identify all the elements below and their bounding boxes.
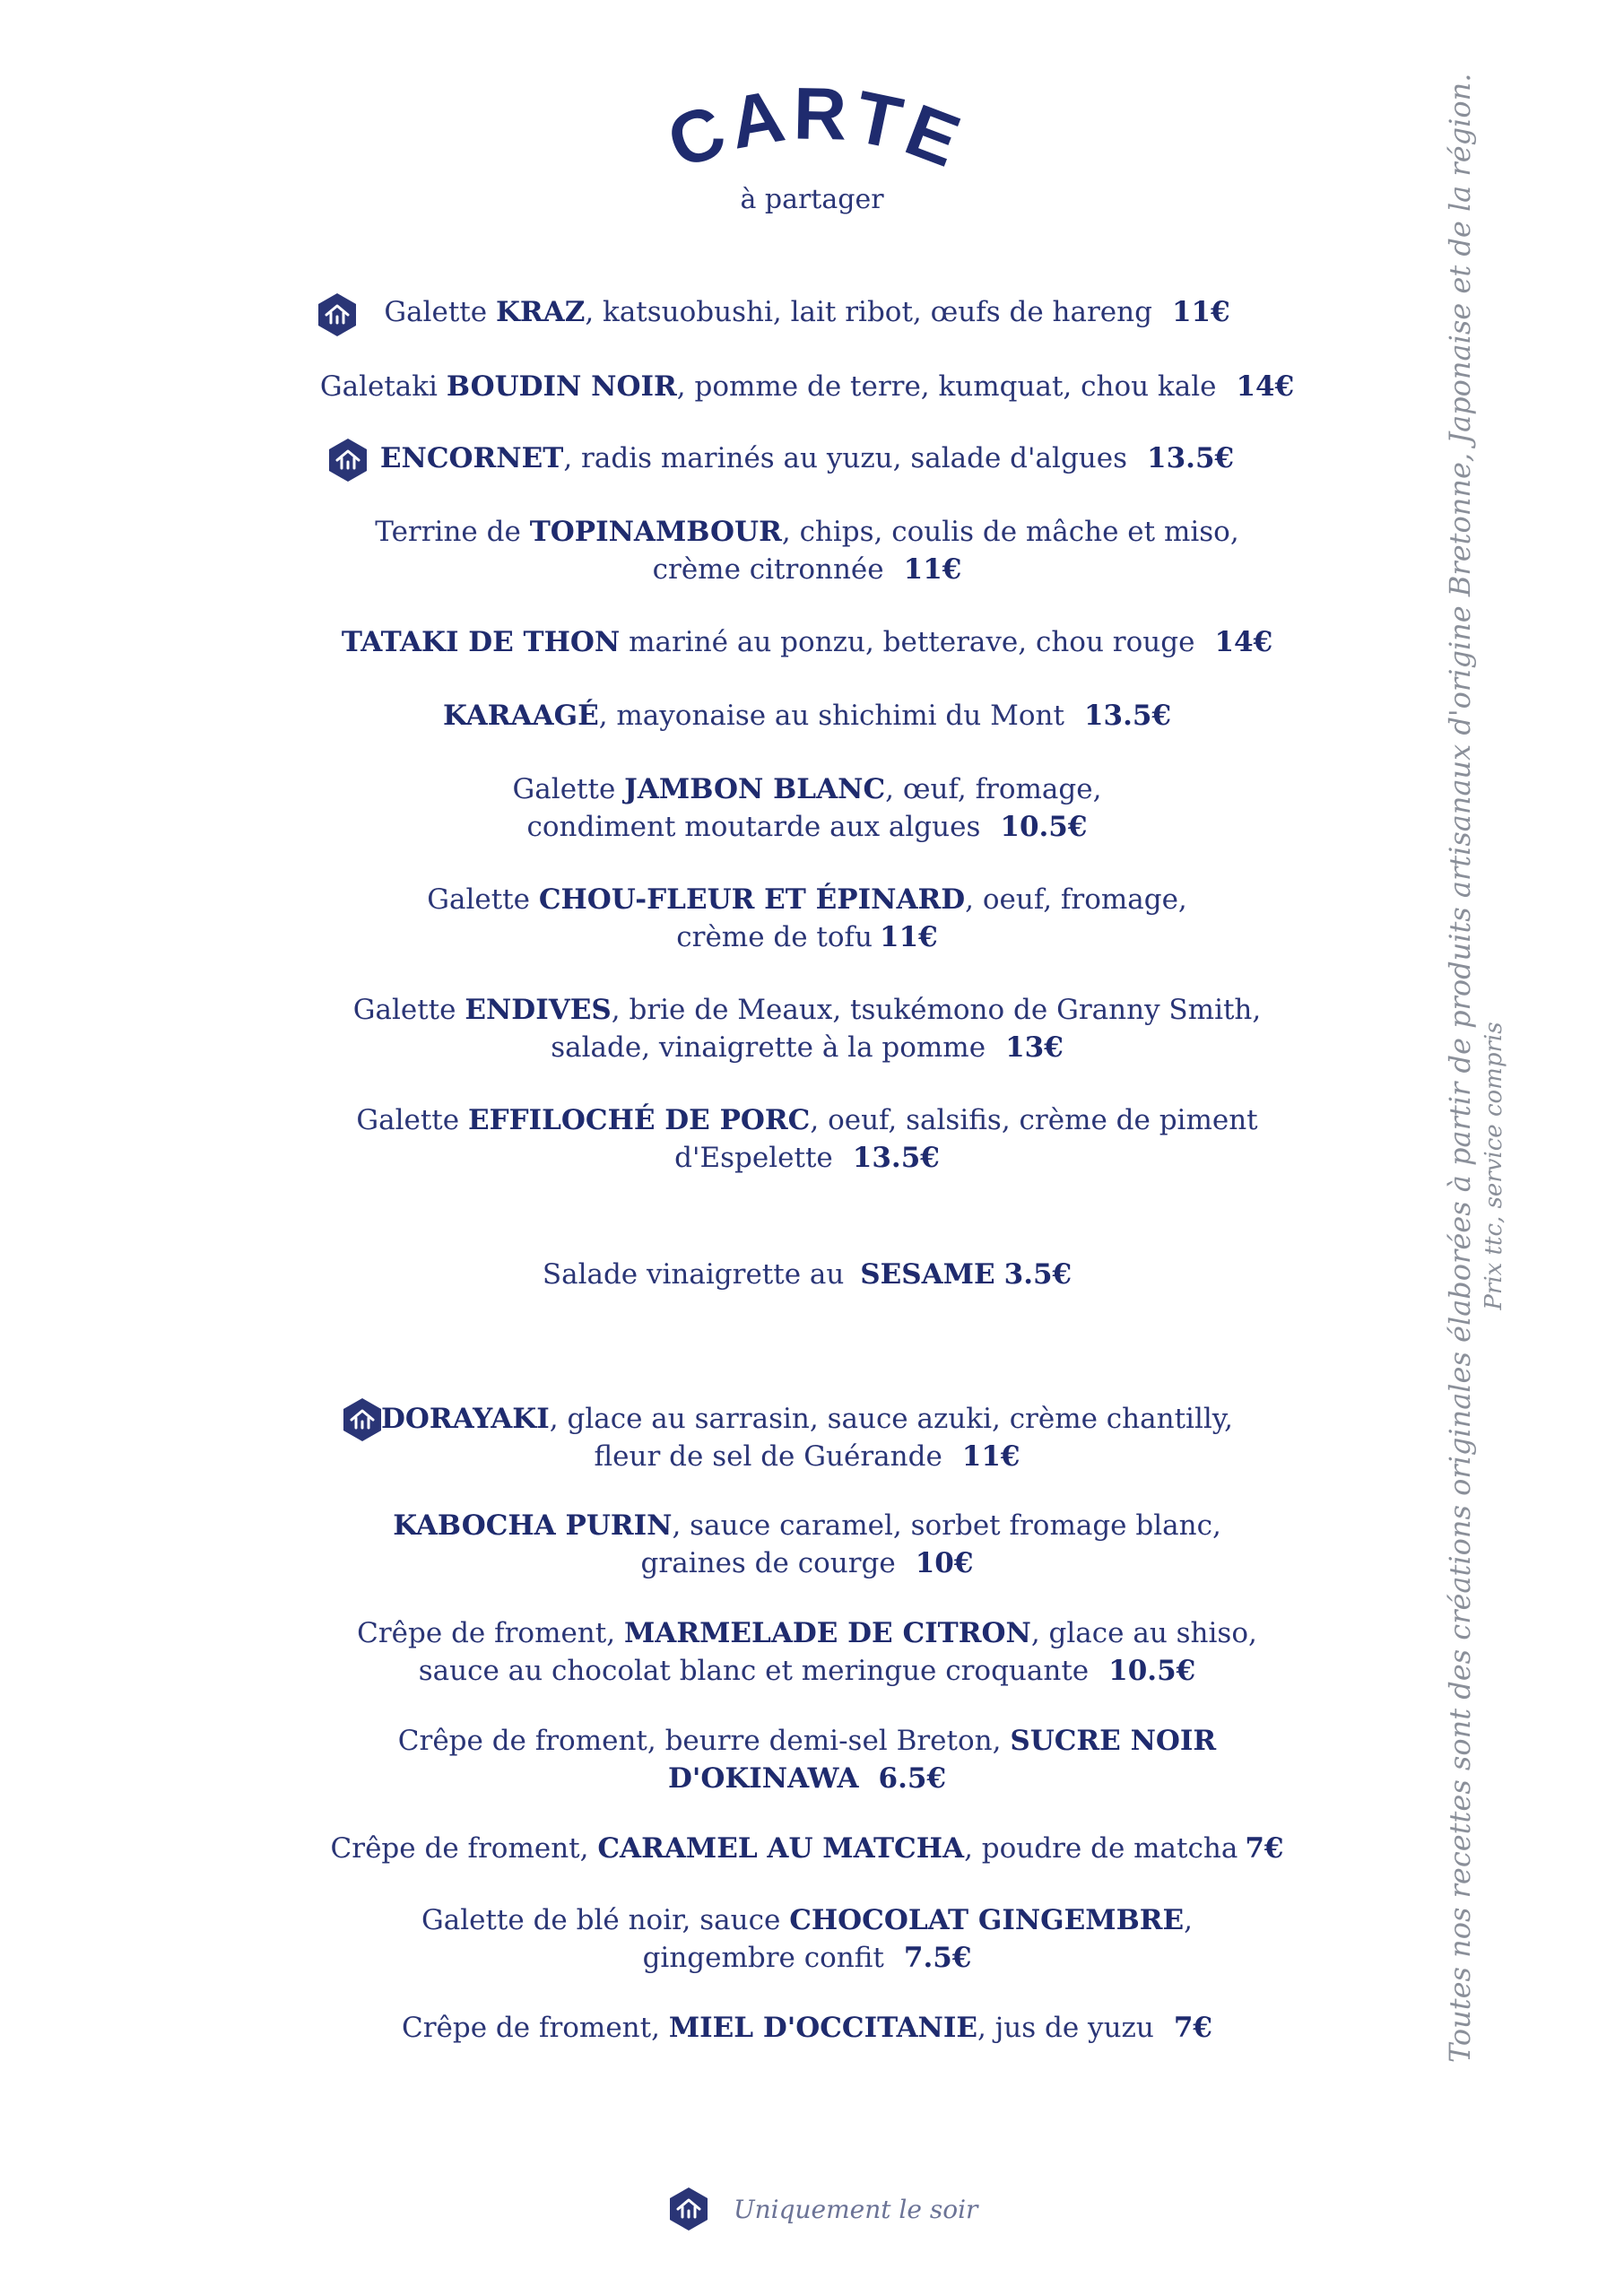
item-name: DORAYAKI — [380, 1403, 550, 1435]
item-description: , brie de Meaux, tsukémono de Granny Smith, — [611, 994, 1262, 1026]
dessert-item — [269, 1722, 1345, 1797]
item-description-line2: sauce au chocolat blanc et meringue croquante — [418, 1655, 1090, 1687]
svg-text:CARTE — [657, 73, 975, 185]
item-prefix: Galetaki — [319, 370, 447, 403]
item-description-line2: graines de courge — [640, 1547, 896, 1579]
item-description: , glace au shiso, — [1030, 1617, 1257, 1649]
title-text: CARTE — [657, 73, 976, 185]
menu-item — [269, 293, 1345, 331]
item-price: 7€ — [1245, 1832, 1284, 1865]
item-prefix: Galette — [352, 994, 465, 1026]
item-description-line2: salade, vinaigrette à la pomme — [551, 1031, 986, 1064]
item-name: KABOCHA PURIN — [393, 1509, 673, 1542]
menu-item — [269, 697, 1345, 735]
item-price: 13.5€ — [852, 1142, 940, 1174]
menu-item — [269, 770, 1345, 846]
item-price: 6.5€ — [878, 1762, 947, 1795]
item-price: 10€ — [915, 1547, 974, 1579]
dessert-item — [269, 1614, 1345, 1690]
item-description-line2: gingembre confit — [642, 1942, 884, 1974]
house-badge-icon — [325, 437, 371, 483]
legend-text: Uniquement le soir — [734, 2194, 978, 2224]
house-badge-icon — [314, 291, 360, 338]
item-price: 14€ — [1214, 626, 1273, 658]
item-description-line2: crème de tofu — [676, 921, 873, 953]
item-prefix: Crêpe de froment, beurre demi-sel Breton, — [397, 1725, 1011, 1757]
item-name: EFFILOCHÉ DE PORC — [467, 1104, 811, 1136]
item-description: , mayonaise au shichimi du Mont — [598, 700, 1064, 732]
item-name: CARAMEL AU MATCHA — [597, 1832, 965, 1865]
item-price: 10.5€ — [1000, 811, 1088, 843]
item-name: MARMELADE DE CITRON — [623, 1617, 1031, 1649]
item-name: JAMBON BLANC — [624, 773, 886, 805]
dessert-item — [269, 1830, 1345, 1867]
item-price: 11€ — [961, 1440, 1020, 1473]
item-description: , oeuf, salsifis, crème de piment — [810, 1104, 1258, 1136]
item-name: ENDIVES — [465, 994, 612, 1026]
item-price: 13.5€ — [1083, 700, 1172, 732]
dessert-item — [269, 1400, 1345, 1475]
item-prefix: Crêpe de froment, — [402, 2012, 669, 2044]
item-description: , — [1184, 1904, 1194, 1936]
house-badge-icon — [665, 2186, 712, 2232]
house-badge-icon — [339, 1396, 386, 1443]
subtitle: à partager — [740, 184, 884, 215]
item-price: 7.5€ — [903, 1942, 972, 1974]
menu-item — [269, 368, 1345, 405]
menu-item — [269, 1101, 1345, 1177]
item-name: TATAKI DE THON — [341, 626, 621, 658]
item-description: , glace au sarrasin, sauce azuki, crème chantilly, — [549, 1403, 1234, 1435]
item-description-line2: fleur de sel de Guérande — [594, 1440, 942, 1473]
item-prefix: Salade vinaigrette au — [542, 1258, 854, 1291]
item-price: 11€ — [1171, 296, 1230, 328]
item-description: mariné au ponzu, betterave, chou rouge — [620, 626, 1195, 658]
item-name: MIEL D'OCCITANIE — [668, 2012, 977, 2044]
item-name: SUCRE NOIR — [1010, 1725, 1217, 1757]
item-description: , jus de yuzu — [977, 2012, 1154, 2044]
legend — [665, 2186, 977, 2232]
side-note-sub: Prix ttc, service compris — [1481, 1022, 1507, 1310]
item-price: 13.5€ — [1147, 442, 1235, 474]
item-description-line2: condiment moutarde aux algues — [526, 811, 981, 843]
item-prefix: Terrine de — [375, 516, 530, 548]
item-description: , poudre de matcha — [964, 1832, 1238, 1865]
item-price: 14€ — [1236, 370, 1295, 403]
item-description: , pomme de terre, kumquat, chou kale — [676, 370, 1217, 403]
item-prefix: Crêpe de froment, — [357, 1617, 624, 1649]
item-name: CHOU-FLEUR ET ÉPINARD — [538, 883, 966, 916]
item-name: BOUDIN NOIR — [446, 370, 677, 403]
menu-item — [269, 991, 1345, 1066]
item-description: , chips, coulis de mâche et miso, — [781, 516, 1239, 548]
item-description: , katsuobushi, lait ribot, œufs de hareng — [585, 296, 1152, 328]
item-description: , oeuf, fromage, — [965, 883, 1187, 916]
dessert-item — [269, 2009, 1345, 2047]
item-price: 3.5€ — [1003, 1258, 1073, 1291]
item-price: 10.5€ — [1108, 1655, 1196, 1687]
item-name: KARAAGÉ — [442, 700, 599, 732]
item-name-line2: D'OKINAWA — [667, 1762, 859, 1795]
side-note-main: Toutes nos recettes sont des créations originales élaborées à partir de produits artisanaux d'origine Bretonne, Japonaise et de la région. — [1443, 73, 1477, 2063]
menu-item — [269, 881, 1345, 956]
menu-item — [269, 623, 1345, 661]
item-price: 11€ — [880, 921, 938, 953]
item-price: 7€ — [1173, 2012, 1212, 2044]
dessert-item — [269, 1901, 1345, 1977]
item-name: ENCORNET — [379, 442, 564, 474]
item-name: SESAME — [860, 1258, 995, 1291]
item-price: 13€ — [1005, 1031, 1064, 1064]
item-name: CHOCOLAT GINGEMBRE — [789, 1904, 1185, 1936]
item-prefix: Galette de blé noir, sauce — [421, 1904, 790, 1936]
item-name: KRAZ — [495, 296, 586, 328]
item-description: , œuf, fromage, — [885, 773, 1102, 805]
dessert-item — [269, 1507, 1345, 1582]
item-prefix: Galette — [427, 883, 539, 916]
item-description: , radis marinés au yuzu, salade d'algues — [563, 442, 1128, 474]
menu-item — [269, 1256, 1345, 1293]
item-prefix: Galette — [512, 773, 625, 805]
item-description-line2: crème citronnée — [652, 553, 884, 586]
item-prefix: Galette — [356, 1104, 468, 1136]
menu-item — [269, 439, 1345, 477]
item-name: TOPINAMBOUR — [529, 516, 782, 548]
item-prefix: Galette — [384, 296, 496, 328]
item-price: 11€ — [903, 553, 962, 586]
side-note — [1441, 73, 1509, 2063]
menu-item — [269, 513, 1345, 588]
item-description-line2: d'Espelette — [674, 1142, 833, 1174]
item-prefix: Crêpe de froment, — [330, 1832, 598, 1865]
item-description: , sauce caramel, sorbet fromage blanc, — [672, 1509, 1221, 1542]
